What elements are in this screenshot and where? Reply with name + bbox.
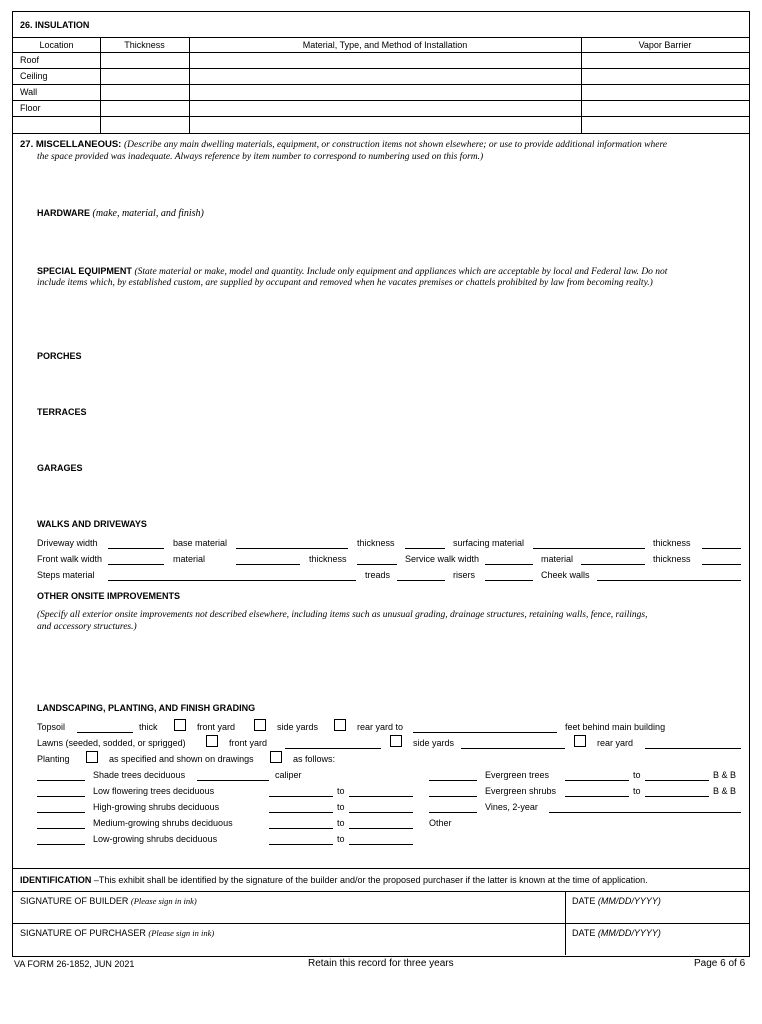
porches-label: PORCHES xyxy=(37,351,82,361)
sig-builder-label: SIGNATURE OF BUILDER xyxy=(20,896,129,906)
purchaser-date-format: (MM/DD/YYYY) xyxy=(597,928,661,938)
front-walk-width-field[interactable] xyxy=(108,564,164,565)
medium-growing-to-label: to xyxy=(337,818,345,828)
rear-yard-feet-field[interactable] xyxy=(413,732,557,733)
high-growing-label: High-growing shrubs deciduous xyxy=(93,802,220,812)
cheek-walls-field[interactable] xyxy=(597,580,741,581)
cheek-walls-label: Cheek walls xyxy=(541,570,590,580)
low-growing-to-field[interactable] xyxy=(349,844,413,845)
ceiling-vapor-field[interactable] xyxy=(582,69,748,84)
service-walk-width-label: Service walk width xyxy=(405,554,480,564)
as-specified-label: as specified and shown on drawings xyxy=(109,754,254,764)
evergreen-shrubs-to-label: to xyxy=(633,786,641,796)
identification-line xyxy=(20,875,648,886)
high-growing-to-field[interactable] xyxy=(349,812,413,813)
low-flowering-to-field[interactable] xyxy=(349,796,413,797)
evergreen-shrubs-to-field[interactable] xyxy=(645,796,709,797)
driveway-thickness-field[interactable] xyxy=(405,548,445,549)
medium-growing-to-field[interactable] xyxy=(349,828,413,829)
evergreen-shrubs-from-field[interactable] xyxy=(565,796,629,797)
garages-label: GARAGES xyxy=(37,463,83,473)
planting-as-follows-checkbox[interactable] xyxy=(270,751,282,763)
evergreen-trees-to-field[interactable] xyxy=(645,780,709,781)
lawns-side-yards-checkbox[interactable] xyxy=(390,735,402,747)
medium-growing-qty-field[interactable] xyxy=(37,828,85,829)
evergreen-trees-to-label: to xyxy=(633,770,641,780)
hardware-label: HARDWARE xyxy=(37,208,90,218)
wall-material-field[interactable] xyxy=(190,85,581,100)
service-walk-width-field[interactable] xyxy=(485,564,533,565)
high-growing-to-label: to xyxy=(337,802,345,812)
low-flowering-qty-field[interactable] xyxy=(37,796,85,797)
lawns-front-yard-checkbox[interactable] xyxy=(206,735,218,747)
lawns-side-yards-label: side yards xyxy=(413,738,455,748)
high-growing-qty-field[interactable] xyxy=(37,812,85,813)
low-growing-from-field[interactable] xyxy=(269,844,333,845)
evergreen-trees-from-field[interactable] xyxy=(565,780,629,781)
topsoil-front-yard-label: front yard xyxy=(197,722,236,732)
driveway-width-field[interactable] xyxy=(108,548,164,549)
col-header-location: Location xyxy=(39,40,74,50)
special-equipment-label: SPECIAL EQUIPMENT xyxy=(37,266,132,276)
sig-purchaser-label: SIGNATURE OF PURCHASER xyxy=(20,928,146,938)
topsoil-thick-field[interactable] xyxy=(77,732,133,733)
roof-thickness-field[interactable] xyxy=(101,53,189,68)
vines-field[interactable] xyxy=(549,812,741,813)
service-walk-material-field[interactable] xyxy=(581,564,645,565)
porches-answer-area[interactable] xyxy=(37,364,741,404)
floor-thickness-field[interactable] xyxy=(101,101,189,116)
driveway-thickness-label: thickness xyxy=(357,538,395,548)
surfacing-thickness-field[interactable] xyxy=(702,548,741,549)
special-equipment-answer-area[interactable] xyxy=(37,292,741,347)
builder-date-heading xyxy=(572,895,661,907)
low-flowering-to-label: to xyxy=(337,786,345,796)
medium-growing-from-field[interactable] xyxy=(269,828,333,829)
front-walk-thickness-label: thickness xyxy=(309,554,347,564)
service-walk-material-label: material xyxy=(541,554,574,564)
thick-label: thick xyxy=(139,722,158,732)
purchaser-date-field[interactable] xyxy=(572,940,742,954)
special-equipment-note-line1: (State material or make, model and quantity. Include only equipment and appliances which are acceptable by local and Federal law. Do not xyxy=(134,267,668,277)
vines-qty-field[interactable] xyxy=(429,812,477,813)
topsoil-front-yard-checkbox[interactable] xyxy=(174,719,186,731)
lawns-rear-yard-checkbox[interactable] xyxy=(574,735,586,747)
low-flowering-label: Low flowering trees deciduous xyxy=(93,786,215,796)
lawns-label: Lawns (seeded, sodded, or sprigged) xyxy=(37,738,186,748)
page-number: Page 6 of 6 xyxy=(694,958,746,969)
steps-material-field[interactable] xyxy=(108,580,356,581)
topsoil-rear-yard-checkbox[interactable] xyxy=(334,719,346,731)
risers-label: risers xyxy=(453,570,475,580)
other-onsite-title: OTHER ONSITE IMPROVEMENTS xyxy=(37,591,181,601)
steps-material-label: Steps material xyxy=(37,570,95,580)
sig-purchaser-heading xyxy=(20,927,214,939)
other-onsite-answer-area[interactable] xyxy=(37,636,741,698)
sig-builder-note: (Please sign in ink) xyxy=(130,896,197,906)
treads-field[interactable] xyxy=(397,580,445,581)
roof-vapor-field[interactable] xyxy=(582,53,748,68)
as-follows-label: as follows: xyxy=(293,754,336,764)
purchaser-date-heading xyxy=(572,927,661,939)
row-label-wall: Wall xyxy=(20,87,38,97)
hardware-answer-area[interactable] xyxy=(37,222,741,262)
planting-label: Planting xyxy=(37,754,70,764)
caliper-label: caliper xyxy=(275,770,302,780)
retain-notice: Retain this record for three years xyxy=(308,958,454,969)
terraces-label: TERRACES xyxy=(37,407,87,417)
builder-signature-field[interactable] xyxy=(20,908,560,922)
other-onsite-note-line2: and accessory structures.) xyxy=(37,622,137,632)
surfacing-thickness-label: thickness xyxy=(653,538,691,548)
hardware-note: (make, material, and finish) xyxy=(92,208,204,219)
front-walk-thickness-field[interactable] xyxy=(357,564,397,565)
form-id: VA FORM 26-1852, JUN 2021 xyxy=(14,959,135,969)
surfacing-material-field[interactable] xyxy=(533,548,645,549)
shade-trees-qty-field[interactable] xyxy=(37,780,85,781)
wall-thickness-field[interactable] xyxy=(101,85,189,100)
ceiling-thickness-field[interactable] xyxy=(101,69,189,84)
row-label-roof: Roof xyxy=(20,55,40,65)
base-material-label: base material xyxy=(173,538,228,548)
misc-answer-area[interactable] xyxy=(37,165,741,203)
other-planting-field[interactable] xyxy=(461,818,741,848)
evergreen-shrubs-qty-field[interactable] xyxy=(429,796,477,797)
sig-purchaser-note: (Please sign in ink) xyxy=(148,928,215,938)
low-flowering-from-field[interactable] xyxy=(269,796,333,797)
landscaping-title: LANDSCAPING, PLANTING, AND FINISH GRADING xyxy=(37,703,256,713)
front-walk-material-field[interactable] xyxy=(236,564,300,565)
shade-trees-caliper-field[interactable] xyxy=(197,780,269,781)
lawns-rear-yard-field[interactable] xyxy=(645,748,741,749)
other-onsite-note-line1: (Specify all exterior onsite improvements not described elsewhere, including items such as unusual grading, drainage structures, retaining walls, fence, railings, xyxy=(37,610,648,620)
low-growing-to-label: to xyxy=(337,834,345,844)
floor-material-field[interactable] xyxy=(190,101,581,116)
evergreen-shrubs-label: Evergreen shrubs xyxy=(485,786,557,796)
medium-growing-label: Medium-growing shrubs deciduous xyxy=(93,818,233,828)
low-growing-label: Low-growing shrubs deciduous xyxy=(93,834,218,844)
surfacing-material-label: surfacing material xyxy=(453,538,525,548)
evergreen-shrubs-bb-label: B & B xyxy=(713,786,737,796)
service-walk-thickness-field[interactable] xyxy=(702,564,741,565)
walks-title: WALKS AND DRIVEWAYS xyxy=(37,519,147,529)
col-header-material: Material, Type, and Method of Installation xyxy=(302,40,468,50)
floor-vapor-field[interactable] xyxy=(582,101,748,116)
driveway-width-label: Driveway width xyxy=(37,538,98,548)
identification-text: –This exhibit shall be identified by the signature of the builder and/or the proposed purchaser if the latter is known at the time of application. xyxy=(91,875,648,885)
evergreen-trees-bb-label: B & B xyxy=(713,770,737,780)
builder-date-label: DATE xyxy=(572,896,596,906)
high-growing-from-field[interactable] xyxy=(269,812,333,813)
misc-desc-line1: (Describe any main dwelling materials, equipment, or construction items not shown elsewhere; or use to provide additional information where xyxy=(124,140,668,150)
feet-behind-label: feet behind main building xyxy=(565,722,666,732)
rear-yard-to-label: rear yard to xyxy=(357,722,404,732)
ceiling-material-field[interactable] xyxy=(190,69,581,84)
misc-title: 27. MISCELLANEOUS: xyxy=(20,139,122,150)
builder-date-field[interactable] xyxy=(572,908,742,922)
special-equipment-note-line2: include items which, by established custom, are supplied by occupant and removed when he vacates premises or chattels prohibited by law from becoming realty.) xyxy=(37,278,653,288)
lawns-rear-yard-label: rear yard xyxy=(597,738,634,748)
treads-label: treads xyxy=(365,570,391,580)
shade-trees-label: Shade trees deciduous xyxy=(93,770,186,780)
low-growing-qty-field[interactable] xyxy=(37,844,85,845)
planting-as-specified-checkbox[interactable] xyxy=(86,751,98,763)
topsoil-side-yards-checkbox[interactable] xyxy=(254,719,266,731)
terraces-answer-area[interactable] xyxy=(37,420,741,460)
hardware-heading xyxy=(37,207,204,220)
col-header-thickness: Thickness xyxy=(124,40,165,50)
lawns-front-yard-field[interactable] xyxy=(285,748,381,749)
service-walk-thickness-label: thickness xyxy=(653,554,691,564)
row-label-ceiling: Ceiling xyxy=(20,71,48,81)
identification-label: IDENTIFICATION xyxy=(20,875,92,885)
misc-heading-line1 xyxy=(20,138,667,152)
base-material-field[interactable] xyxy=(236,548,348,549)
evergreen-trees-qty-field[interactable] xyxy=(429,780,477,781)
topsoil-side-yards-label: side yards xyxy=(277,722,319,732)
col-header-vapor-barrier: Vapor Barrier xyxy=(638,40,692,50)
purchaser-signature-field[interactable] xyxy=(20,940,560,954)
roof-material-field[interactable] xyxy=(190,53,581,68)
wall-vapor-field[interactable] xyxy=(582,85,748,100)
vines-label: Vines, 2-year xyxy=(485,802,538,812)
lawns-side-yards-field[interactable] xyxy=(461,748,565,749)
garages-answer-area[interactable] xyxy=(37,476,741,516)
risers-field[interactable] xyxy=(485,580,533,581)
other-label: Other xyxy=(429,818,452,828)
sig-builder-heading xyxy=(20,895,197,907)
evergreen-trees-label: Evergreen trees xyxy=(485,770,550,780)
builder-date-format: (MM/DD/YYYY) xyxy=(597,896,661,906)
lawns-front-yard-label: front yard xyxy=(229,738,268,748)
topsoil-label: Topsoil xyxy=(37,722,66,732)
row-label-floor: Floor xyxy=(20,103,41,113)
insulation-title: 26. INSULATION xyxy=(20,20,90,30)
misc-desc-line2: the space provided was inadequate. Always reference by item number to correspond to numbering used on this form.) xyxy=(37,152,484,162)
front-walk-width-label: Front walk width xyxy=(37,554,103,564)
purchaser-date-label: DATE xyxy=(572,928,596,938)
front-walk-material-label: material xyxy=(173,554,206,564)
